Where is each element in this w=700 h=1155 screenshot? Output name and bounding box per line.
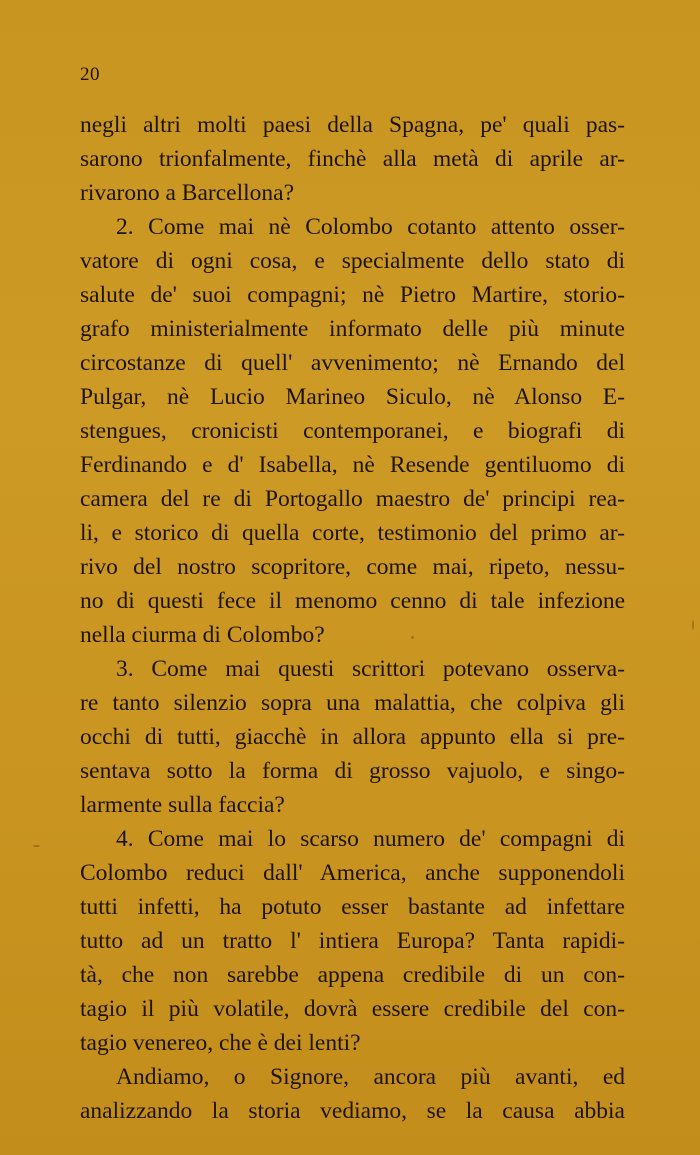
text-line: vatore di ogni cosa, e specialmente dello stato di bbox=[80, 248, 625, 274]
text-line: 2. Come mai nè Colombo cotanto attento osser- bbox=[116, 214, 625, 240]
paper-speck bbox=[411, 636, 414, 639]
text-line: circostanze di quell' avvenimento; nè Ernando del bbox=[80, 350, 625, 376]
body-text bbox=[80, 108, 625, 1128]
text-line: tagio venereo, che è dei lenti? bbox=[80, 1030, 361, 1056]
text-line: larmente sulla faccia? bbox=[80, 792, 285, 818]
text-line: occhi di tutti, giacchè in allora appunto ella si pre- bbox=[80, 724, 625, 750]
text-line: Ferdinando e d' Isabella, nè Resende gentiluomo di bbox=[80, 452, 625, 478]
text-line: Andiamo, o Signore, ancora più avanti, ed bbox=[116, 1064, 625, 1090]
text-line: sentava sotto la forma di grosso vajuolo, e singo- bbox=[80, 758, 625, 784]
text-line: Colombo reduci dall' America, anche supponendoli bbox=[80, 860, 625, 886]
text-line: grafo ministerialmente informato delle più minute bbox=[80, 316, 625, 342]
text-line: li, e storico di quella corte, testimonio del primo ar- bbox=[80, 520, 625, 546]
text-line: 4. Come mai lo scarso numero de' compagni di bbox=[116, 826, 625, 852]
text-line: no di questi fece il menomo cenno di tale infezione bbox=[80, 588, 625, 614]
paper-speck bbox=[692, 620, 694, 630]
text-line: re tanto silenzio sopra una malattia, che colpiva gli bbox=[80, 690, 625, 716]
text-line: rivo del nostro scopritore, come mai, ripeto, nessu- bbox=[80, 554, 625, 580]
text-line: tà, che non sarebbe appena credibile di un con- bbox=[80, 962, 625, 988]
text-line: camera del re di Portogallo maestro de' principi rea- bbox=[80, 486, 625, 512]
text-line: tutti infetti, ha potuto esser bastante ad infettare bbox=[80, 894, 625, 920]
text-line: tagio il più volatile, dovrà essere credibile del con- bbox=[80, 996, 625, 1022]
text-line: stengues, cronicisti contemporanei, e biografi di bbox=[80, 418, 625, 444]
text-line: negli altri molti paesi della Spagna, pe' quali pas- bbox=[80, 112, 625, 138]
text-line: analizzando la storia vediamo, se la causa abbia bbox=[80, 1098, 625, 1124]
text-line: 3. Come mai questi scrittori potevano osserva- bbox=[116, 656, 625, 682]
page-number: 20 bbox=[80, 64, 100, 85]
text-line: nella ciurma di Colombo? bbox=[80, 622, 325, 648]
text-line: sarono trionfalmente, finchè alla metà di aprile ar- bbox=[80, 146, 625, 172]
text-line: salute de' suoi compagni; nè Pietro Martire, storio- bbox=[80, 282, 625, 308]
text-line: tutto ad un tratto l' intiera Europa? Tanta rapidi- bbox=[80, 928, 625, 954]
text-line: rivarono a Barcellona? bbox=[80, 180, 295, 206]
paper-speck bbox=[33, 845, 40, 847]
text-line: Pulgar, nè Lucio Marineo Siculo, nè Alonso E- bbox=[80, 384, 625, 410]
